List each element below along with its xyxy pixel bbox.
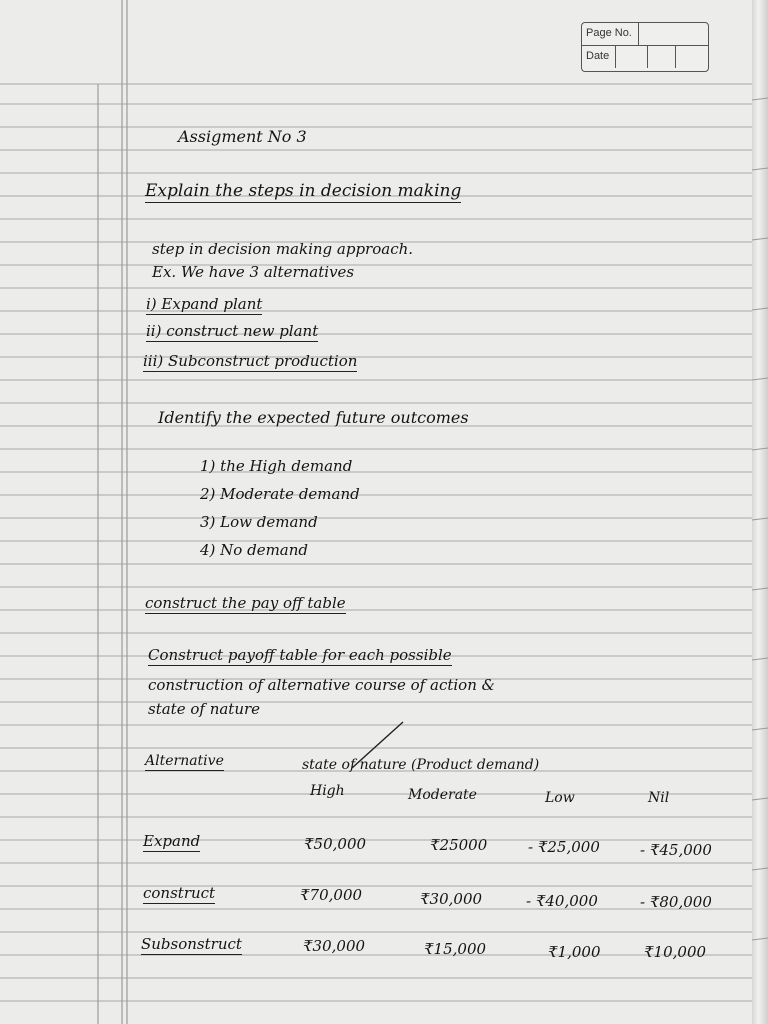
column-header: Moderate bbox=[408, 787, 477, 803]
table-cell: - ₹25,000 bbox=[528, 838, 600, 856]
alternative-column-header: Alternative bbox=[145, 753, 224, 769]
row-label: construct bbox=[143, 884, 216, 902]
table-cell: - ₹80,000 bbox=[640, 893, 712, 911]
table-cell: ₹30,000 bbox=[303, 937, 366, 955]
intro-line: step in decision making approach. bbox=[152, 240, 414, 258]
outcome-item: 3) Low demand bbox=[200, 513, 318, 531]
table-cell: ₹70,000 bbox=[300, 886, 363, 904]
outcome-item: 4) No demand bbox=[200, 541, 308, 559]
table-cell: ₹25000 bbox=[430, 836, 488, 854]
table-cell: ₹1,000 bbox=[548, 943, 601, 961]
table-cell: ₹50,000 bbox=[304, 835, 367, 853]
row-label: Subsonstruct bbox=[141, 935, 242, 953]
payoff-desc-line: state of nature bbox=[148, 700, 261, 718]
column-header: Low bbox=[545, 790, 575, 806]
table-cell: - ₹40,000 bbox=[526, 892, 598, 910]
payoff-heading: construct the pay off table bbox=[145, 594, 346, 612]
table-cell: ₹15,000 bbox=[424, 940, 487, 958]
intro-line: Ex. We have 3 alternatives bbox=[152, 263, 355, 281]
table-cell: ₹10,000 bbox=[644, 943, 707, 961]
column-header: Nil bbox=[648, 790, 670, 806]
page-no-label: Page No. bbox=[586, 27, 632, 39]
alternative-item: ii) construct new plant bbox=[146, 322, 319, 340]
payoff-desc-line: Construct payoff table for each possible bbox=[148, 646, 452, 664]
question-heading: Explain the steps in decision making bbox=[145, 181, 462, 201]
outcomes-heading: Identify the expected future outcomes bbox=[158, 408, 469, 427]
table-cell: - ₹45,000 bbox=[640, 841, 712, 859]
row-label: Expand bbox=[143, 832, 201, 850]
state-of-nature-header: state of nature (Product demand) bbox=[302, 757, 540, 773]
column-header: High bbox=[310, 783, 345, 799]
alternative-item: i) Expand plant bbox=[146, 295, 263, 313]
outcome-item: 1) the High demand bbox=[200, 457, 353, 475]
assignment-title: Assigment No 3 bbox=[178, 127, 307, 146]
outcome-item: 2) Moderate demand bbox=[200, 485, 360, 503]
table-cell: ₹30,000 bbox=[420, 890, 483, 908]
next-page-edge-lines bbox=[730, 20, 768, 1020]
date-label: Date bbox=[586, 50, 610, 62]
alternative-item: iii) Subconstruct production bbox=[143, 352, 358, 370]
payoff-desc-line: construction of alternative course of action & bbox=[148, 676, 495, 694]
